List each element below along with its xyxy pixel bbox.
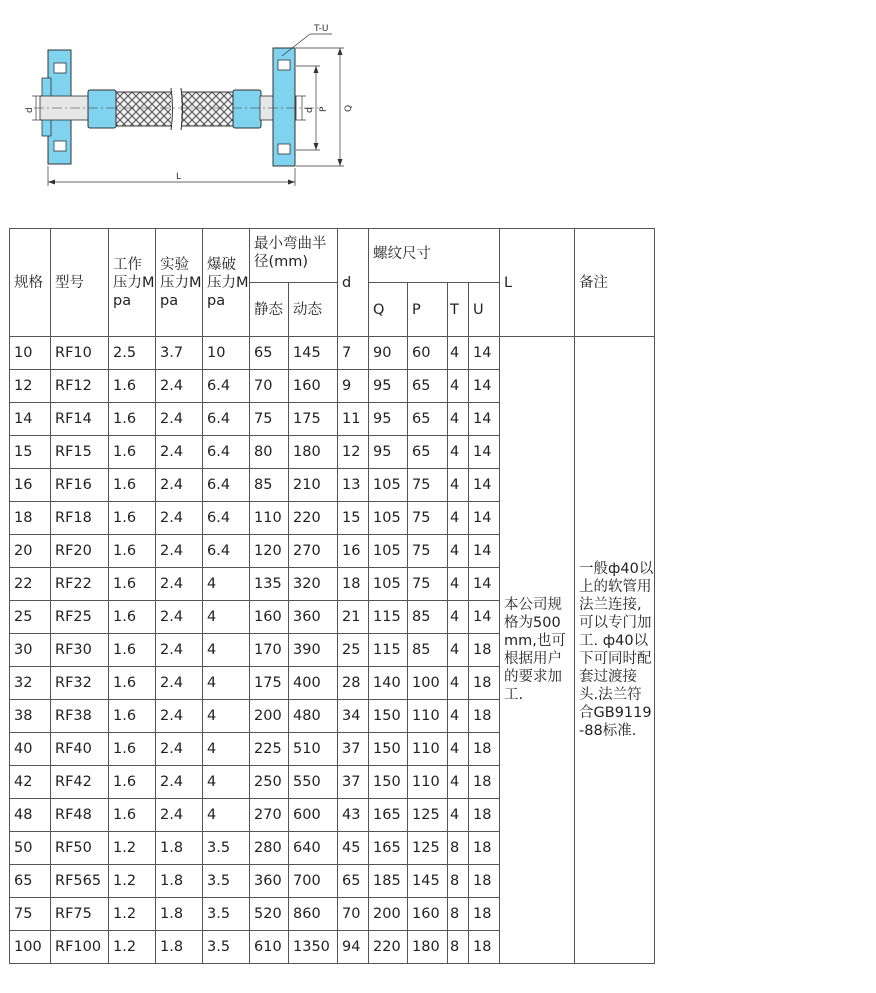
cell-p: 85	[408, 601, 448, 634]
cell-model: RF42	[51, 766, 109, 799]
cell-work-pressure: 1.6	[109, 535, 156, 568]
cell-dynamic-radius: 175	[289, 403, 338, 436]
cell-work-pressure: 1.6	[109, 601, 156, 634]
header-l: L	[500, 229, 575, 337]
cell-test-pressure: 3.7	[156, 337, 203, 370]
cell-model: RF48	[51, 799, 109, 832]
table-row	[10, 337, 655, 370]
cell-test-pressure: 2.4	[156, 436, 203, 469]
cell-q: 140	[369, 667, 408, 700]
cell-d: 13	[338, 469, 369, 502]
cell-burst-pressure: 4	[203, 568, 250, 601]
cell-d: 7	[338, 337, 369, 370]
cell-d: 18	[338, 568, 369, 601]
remark-note: 一般ф40以上的软管用法兰连接,可以专门加工. ф40以下可同时配套过渡接头.法兰符合GB9119-88标准.	[575, 337, 655, 964]
cell-d: 28	[338, 667, 369, 700]
cell-p: 75	[408, 469, 448, 502]
cell-static-radius: 225	[250, 733, 289, 766]
cell-model: RF25	[51, 601, 109, 634]
cell-spec: 15	[10, 436, 51, 469]
cell-test-pressure: 1.8	[156, 832, 203, 865]
cell-burst-pressure: 6.4	[203, 502, 250, 535]
cell-static-radius: 75	[250, 403, 289, 436]
cell-t: 4	[448, 535, 469, 568]
cell-burst-pressure: 4	[203, 799, 250, 832]
cell-dynamic-radius: 510	[289, 733, 338, 766]
cell-q: 90	[369, 337, 408, 370]
cell-p: 145	[408, 865, 448, 898]
cell-q: 115	[369, 634, 408, 667]
cell-work-pressure: 1.2	[109, 931, 156, 964]
cell-work-pressure: 1.6	[109, 436, 156, 469]
cell-model: RF38	[51, 700, 109, 733]
label-d-right: d	[305, 107, 315, 113]
cell-q: 220	[369, 931, 408, 964]
cell-p: 65	[408, 403, 448, 436]
cell-static-radius: 65	[250, 337, 289, 370]
cell-spec: 100	[10, 931, 51, 964]
cell-dynamic-radius: 320	[289, 568, 338, 601]
braided-hose	[116, 88, 234, 130]
cell-static-radius: 360	[250, 865, 289, 898]
cell-q: 150	[369, 766, 408, 799]
cell-dynamic-radius: 700	[289, 865, 338, 898]
cell-burst-pressure: 6.4	[203, 436, 250, 469]
cell-q: 105	[369, 535, 408, 568]
cell-spec: 25	[10, 601, 51, 634]
cell-d: 15	[338, 502, 369, 535]
cell-burst-pressure: 4	[203, 700, 250, 733]
cell-t: 4	[448, 634, 469, 667]
cell-static-radius: 80	[250, 436, 289, 469]
cell-u: 18	[469, 799, 500, 832]
cell-model: RF12	[51, 370, 109, 403]
cell-dynamic-radius: 145	[289, 337, 338, 370]
cell-model: RF75	[51, 898, 109, 931]
spec-table-body	[10, 337, 655, 964]
cell-static-radius: 270	[250, 799, 289, 832]
cell-work-pressure: 1.6	[109, 568, 156, 601]
cell-dynamic-radius: 180	[289, 436, 338, 469]
cell-d: 94	[338, 931, 369, 964]
cell-u: 18	[469, 700, 500, 733]
cell-t: 4	[448, 337, 469, 370]
cell-dynamic-radius: 550	[289, 766, 338, 799]
cell-test-pressure: 2.4	[156, 502, 203, 535]
cell-static-radius: 120	[250, 535, 289, 568]
cell-model: RF15	[51, 436, 109, 469]
header-bend-radius: 最小弯曲半径(mm)	[250, 229, 338, 283]
cell-burst-pressure: 6.4	[203, 469, 250, 502]
cell-q: 95	[369, 403, 408, 436]
cell-work-pressure: 1.6	[109, 700, 156, 733]
header-t: T	[448, 283, 469, 337]
header-static: 静态	[250, 283, 289, 337]
cell-burst-pressure: 4	[203, 634, 250, 667]
cell-d: 70	[338, 898, 369, 931]
cell-dynamic-radius: 160	[289, 370, 338, 403]
label-d-left: d	[25, 107, 35, 113]
spec-table	[9, 228, 655, 964]
header-work-pressure: 工作压力Mpa	[109, 229, 156, 337]
cell-u: 14	[469, 436, 500, 469]
cell-d: 65	[338, 865, 369, 898]
header-remark: 备注	[575, 229, 655, 337]
cell-static-radius: 610	[250, 931, 289, 964]
cell-model: RF16	[51, 469, 109, 502]
cell-model: RF100	[51, 931, 109, 964]
cell-model: RF32	[51, 667, 109, 700]
cell-dynamic-radius: 270	[289, 535, 338, 568]
cell-work-pressure: 1.2	[109, 832, 156, 865]
cell-u: 14	[469, 535, 500, 568]
cell-u: 18	[469, 766, 500, 799]
cell-u: 18	[469, 898, 500, 931]
cell-spec: 48	[10, 799, 51, 832]
cell-d: 37	[338, 766, 369, 799]
cell-spec: 75	[10, 898, 51, 931]
label-tu: T-U	[314, 24, 329, 34]
label-l: L	[176, 172, 182, 182]
cell-test-pressure: 2.4	[156, 634, 203, 667]
hose-technical-drawing	[20, 20, 360, 195]
cell-static-radius: 280	[250, 832, 289, 865]
cell-u: 18	[469, 733, 500, 766]
cell-q: 115	[369, 601, 408, 634]
cell-work-pressure: 1.6	[109, 634, 156, 667]
cell-work-pressure: 1.6	[109, 799, 156, 832]
cell-p: 65	[408, 436, 448, 469]
cell-spec: 40	[10, 733, 51, 766]
cell-spec: 38	[10, 700, 51, 733]
cell-spec: 65	[10, 865, 51, 898]
cell-burst-pressure: 6.4	[203, 403, 250, 436]
header-dynamic: 动态	[289, 283, 338, 337]
cell-dynamic-radius: 860	[289, 898, 338, 931]
label-p: P	[319, 106, 329, 112]
cell-static-radius: 160	[250, 601, 289, 634]
cell-spec: 30	[10, 634, 51, 667]
cell-dynamic-radius: 1350	[289, 931, 338, 964]
cell-dynamic-radius: 220	[289, 502, 338, 535]
cell-static-radius: 175	[250, 667, 289, 700]
header-thread: 螺纹尺寸	[369, 229, 500, 283]
cell-u: 18	[469, 832, 500, 865]
cell-model: RF22	[51, 568, 109, 601]
cell-u: 18	[469, 931, 500, 964]
cell-t: 4	[448, 370, 469, 403]
cell-u: 14	[469, 370, 500, 403]
cell-test-pressure: 2.4	[156, 568, 203, 601]
cell-test-pressure: 1.8	[156, 898, 203, 931]
cell-q: 105	[369, 568, 408, 601]
cell-u: 14	[469, 469, 500, 502]
cell-model: RF50	[51, 832, 109, 865]
cell-p: 85	[408, 634, 448, 667]
cell-work-pressure: 1.6	[109, 403, 156, 436]
cell-q: 95	[369, 370, 408, 403]
cell-model: RF20	[51, 535, 109, 568]
cell-u: 14	[469, 337, 500, 370]
cell-u: 18	[469, 865, 500, 898]
cell-q: 165	[369, 832, 408, 865]
cell-u: 18	[469, 667, 500, 700]
cell-spec: 50	[10, 832, 51, 865]
cell-t: 4	[448, 733, 469, 766]
cell-burst-pressure: 6.4	[203, 370, 250, 403]
cell-static-radius: 250	[250, 766, 289, 799]
header-model: 型号	[51, 229, 109, 337]
cell-dynamic-radius: 400	[289, 667, 338, 700]
cell-static-radius: 70	[250, 370, 289, 403]
cell-u: 14	[469, 601, 500, 634]
cell-p: 110	[408, 766, 448, 799]
cell-static-radius: 200	[250, 700, 289, 733]
cell-model: RF18	[51, 502, 109, 535]
cell-q: 95	[369, 436, 408, 469]
cell-d: 43	[338, 799, 369, 832]
cell-p: 125	[408, 832, 448, 865]
cell-work-pressure: 1.6	[109, 733, 156, 766]
cell-dynamic-radius: 480	[289, 700, 338, 733]
cell-p: 110	[408, 733, 448, 766]
cell-work-pressure: 1.6	[109, 370, 156, 403]
cell-burst-pressure: 4	[203, 733, 250, 766]
cell-t: 4	[448, 469, 469, 502]
cell-t: 8	[448, 931, 469, 964]
cell-test-pressure: 2.4	[156, 601, 203, 634]
cell-model: RF14	[51, 403, 109, 436]
cell-dynamic-radius: 390	[289, 634, 338, 667]
cell-dynamic-radius: 600	[289, 799, 338, 832]
cell-static-radius: 85	[250, 469, 289, 502]
cell-spec: 10	[10, 337, 51, 370]
cell-d: 9	[338, 370, 369, 403]
header-u: U	[469, 283, 500, 337]
cell-p: 65	[408, 370, 448, 403]
cell-p: 75	[408, 568, 448, 601]
cell-p: 125	[408, 799, 448, 832]
cell-spec: 32	[10, 667, 51, 700]
cell-test-pressure: 2.4	[156, 403, 203, 436]
cell-burst-pressure: 6.4	[203, 535, 250, 568]
header-test-pressure: 实验压力Mpa	[156, 229, 203, 337]
cell-d: 37	[338, 733, 369, 766]
cell-q: 150	[369, 733, 408, 766]
cell-q: 200	[369, 898, 408, 931]
cell-test-pressure: 1.8	[156, 865, 203, 898]
cell-burst-pressure: 4	[203, 766, 250, 799]
cell-static-radius: 520	[250, 898, 289, 931]
cell-burst-pressure: 3.5	[203, 865, 250, 898]
cell-burst-pressure: 3.5	[203, 931, 250, 964]
cell-t: 4	[448, 667, 469, 700]
cell-test-pressure: 1.8	[156, 931, 203, 964]
cell-t: 4	[448, 436, 469, 469]
cell-spec: 20	[10, 535, 51, 568]
cell-u: 14	[469, 403, 500, 436]
cell-d: 21	[338, 601, 369, 634]
label-q: Q	[344, 104, 354, 112]
cell-burst-pressure: 4	[203, 601, 250, 634]
cell-t: 4	[448, 766, 469, 799]
cell-p: 100	[408, 667, 448, 700]
cell-q: 165	[369, 799, 408, 832]
header-spec: 规格	[10, 229, 51, 337]
cell-spec: 18	[10, 502, 51, 535]
cell-t: 4	[448, 700, 469, 733]
cell-test-pressure: 2.4	[156, 370, 203, 403]
cell-test-pressure: 2.4	[156, 700, 203, 733]
cell-q: 185	[369, 865, 408, 898]
cell-model: RF565	[51, 865, 109, 898]
cell-t: 4	[448, 403, 469, 436]
cell-test-pressure: 2.4	[156, 535, 203, 568]
cell-p: 75	[408, 535, 448, 568]
cell-p: 60	[408, 337, 448, 370]
cell-work-pressure: 1.2	[109, 898, 156, 931]
cell-t: 4	[448, 799, 469, 832]
cell-test-pressure: 2.4	[156, 667, 203, 700]
cell-static-radius: 170	[250, 634, 289, 667]
cell-work-pressure: 2.5	[109, 337, 156, 370]
cell-p: 160	[408, 898, 448, 931]
cell-p: 75	[408, 502, 448, 535]
left-ferrule	[88, 90, 116, 128]
cell-t: 4	[448, 502, 469, 535]
cell-spec: 22	[10, 568, 51, 601]
cell-burst-pressure: 10	[203, 337, 250, 370]
cell-spec: 12	[10, 370, 51, 403]
cell-d: 34	[338, 700, 369, 733]
cell-d: 25	[338, 634, 369, 667]
cell-work-pressure: 1.6	[109, 502, 156, 535]
header-d: d	[338, 229, 369, 337]
cell-work-pressure: 1.6	[109, 667, 156, 700]
cell-static-radius: 135	[250, 568, 289, 601]
cell-d: 45	[338, 832, 369, 865]
cell-dynamic-radius: 640	[289, 832, 338, 865]
cell-burst-pressure: 3.5	[203, 898, 250, 931]
cell-d: 16	[338, 535, 369, 568]
cell-dynamic-radius: 360	[289, 601, 338, 634]
cell-model: RF10	[51, 337, 109, 370]
cell-burst-pressure: 4	[203, 667, 250, 700]
cell-work-pressure: 1.2	[109, 865, 156, 898]
cell-t: 8	[448, 832, 469, 865]
cell-q: 150	[369, 700, 408, 733]
cell-t: 8	[448, 865, 469, 898]
cell-dynamic-radius: 210	[289, 469, 338, 502]
cell-d: 11	[338, 403, 369, 436]
cell-p: 180	[408, 931, 448, 964]
header-burst-pressure: 爆破压力Mpa	[203, 229, 250, 337]
cell-test-pressure: 2.4	[156, 799, 203, 832]
cell-test-pressure: 2.4	[156, 733, 203, 766]
cell-spec: 14	[10, 403, 51, 436]
cell-model: RF30	[51, 634, 109, 667]
cell-u: 18	[469, 634, 500, 667]
cell-q: 105	[369, 469, 408, 502]
header-p: P	[408, 283, 448, 337]
l-note: 本公司规格为500mm,也可根据用户的要求加工.	[500, 337, 575, 964]
right-flange	[273, 48, 295, 166]
cell-t: 4	[448, 601, 469, 634]
cell-d: 12	[338, 436, 369, 469]
cell-p: 110	[408, 700, 448, 733]
cell-spec: 16	[10, 469, 51, 502]
cell-spec: 42	[10, 766, 51, 799]
cell-u: 14	[469, 502, 500, 535]
cell-burst-pressure: 3.5	[203, 832, 250, 865]
cell-test-pressure: 2.4	[156, 766, 203, 799]
cell-t: 8	[448, 898, 469, 931]
cell-q: 105	[369, 502, 408, 535]
cell-work-pressure: 1.6	[109, 469, 156, 502]
header-q: Q	[369, 283, 408, 337]
cell-test-pressure: 2.4	[156, 469, 203, 502]
cell-t: 4	[448, 568, 469, 601]
right-ferrule	[233, 90, 261, 128]
cell-u: 14	[469, 568, 500, 601]
cell-model: RF40	[51, 733, 109, 766]
cell-work-pressure: 1.6	[109, 766, 156, 799]
cell-static-radius: 110	[250, 502, 289, 535]
